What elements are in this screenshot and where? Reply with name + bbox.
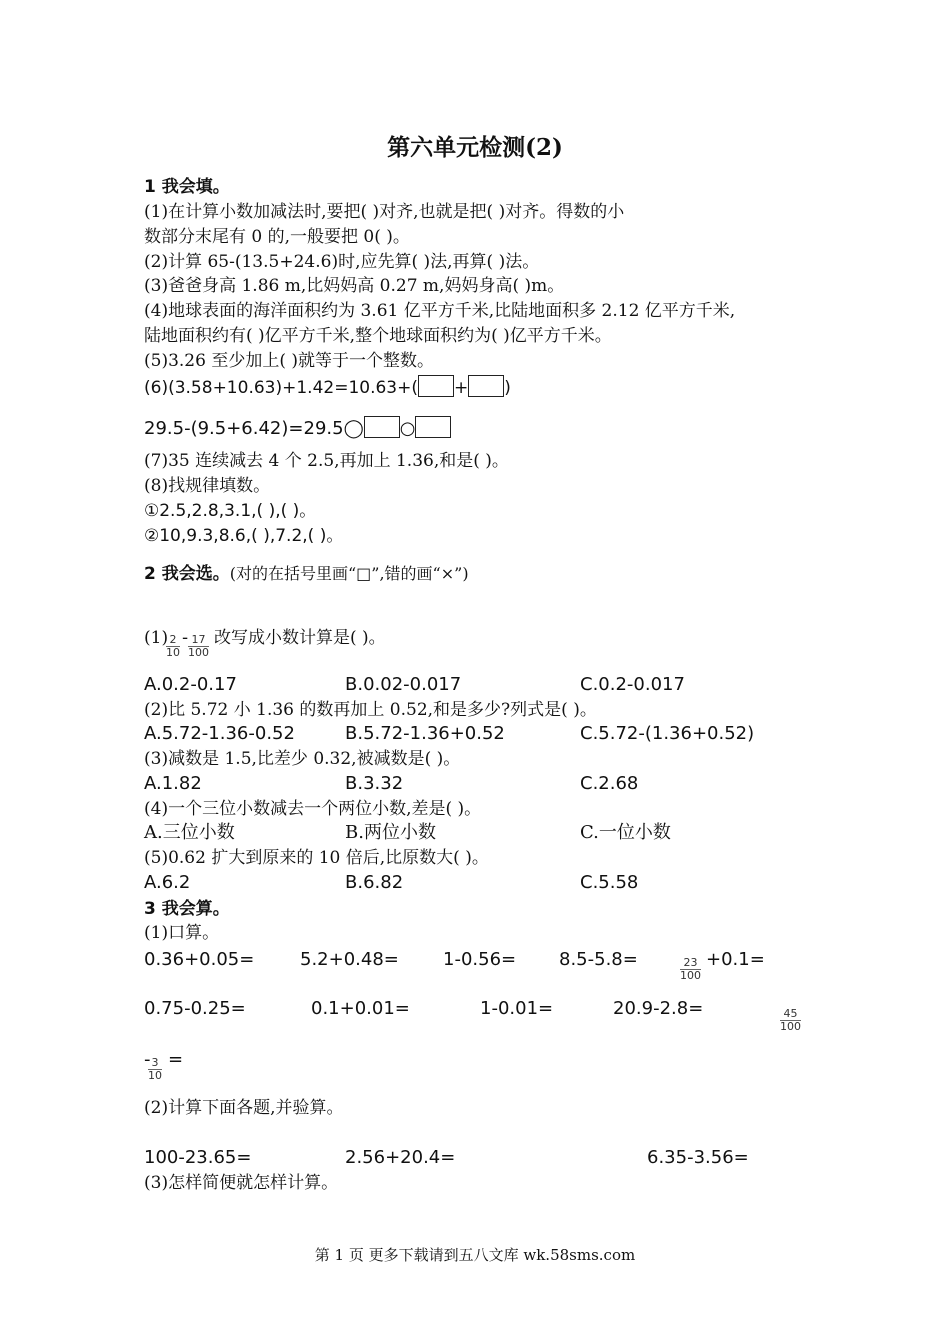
fraction-45-100	[780, 1007, 801, 1033]
option-a: A.1.82	[144, 773, 202, 794]
s2-q1-pre: (1)	[144, 628, 169, 648]
option-c: C.0.2-0.017	[580, 674, 685, 695]
s1-q1-line2: 数部分末尾有 0 的,一般要把 0( )。	[144, 227, 410, 247]
s1-q5: (5)3.26 至少加上( )就等于一个整数。	[144, 351, 435, 371]
answer-box[interactable]	[468, 375, 504, 397]
s1-q1-line1: (1)在计算小数加减法时,要把( )对齐,也就是把( )对齐。得数的小	[144, 202, 625, 222]
written-calc: 2.56+20.4=	[345, 1147, 456, 1168]
s1-q4-line2: 陆地面积约有( )亿平方千米,整个地球面积约为( )亿平方千米。	[144, 326, 612, 346]
option-a: A.三位小数	[144, 822, 235, 843]
fraction-3-10	[148, 1056, 162, 1082]
s2-q5: (5)0.62 扩大到原来的 10 倍后,比原数大( )。	[144, 848, 489, 868]
oral-calc: 0.75-0.25=	[144, 998, 246, 1019]
s2-q2: (2)比 5.72 小 1.36 的数再加上 0.52,和是多少?列式是( )。	[144, 700, 597, 720]
s3-part1-label: (1)口算。	[144, 923, 220, 943]
s3-part3-label: (3)怎样简便就怎样计算。	[144, 1173, 339, 1193]
section-3-heading: 3 我会算。	[144, 899, 230, 919]
s2-q3: (3)减数是 1.5,比差少 0.32,被减数是( )。	[144, 749, 461, 769]
fraction-2-10	[166, 633, 180, 659]
fraction-23-100	[680, 956, 701, 982]
section-2-heading: 2 我会选。	[144, 564, 230, 584]
fraction-numerator: 3	[148, 1057, 162, 1070]
s1-q6a-mid: +	[454, 378, 469, 398]
oral-calc: 5.2+0.48=	[300, 949, 399, 970]
option-a: A.6.2	[144, 872, 191, 893]
s1-q2: (2)计算 65-(13.5+24.6)时,应先算( )法,再算( )法。	[144, 252, 540, 272]
s1-q8: (8)找规律填数。	[144, 476, 271, 496]
fraction-numerator: 17	[188, 634, 209, 647]
fraction-denominator: 10	[148, 1069, 162, 1082]
oral-calc-equals: =	[168, 1049, 184, 1070]
option-a: A.5.72-1.36-0.52	[144, 723, 295, 744]
answer-box[interactable]	[364, 416, 400, 438]
s1-q6b-pre: 29.5-(9.5+6.42)=29.5◯	[144, 418, 364, 439]
answer-box[interactable]	[415, 416, 451, 438]
s1-q7: (7)35 连续减去 4 个 2.5,再加上 1.36,和是( )。	[144, 451, 509, 471]
section-2-heading-line	[144, 563, 469, 585]
fraction-denominator: 10	[166, 646, 180, 659]
fraction-denominator: 100	[780, 1020, 801, 1033]
option-c: C.2.68	[580, 773, 639, 794]
answer-box[interactable]	[418, 375, 454, 397]
option-b: B.5.72-1.36+0.52	[345, 723, 505, 744]
written-calc: 6.35-3.56=	[647, 1147, 749, 1168]
fraction-denominator: 100	[680, 969, 701, 982]
s1-q6a-pre: (6)(3.58+10.63)+1.42=10.63+(	[144, 378, 418, 398]
oral-calc: 1-0.56=	[443, 949, 517, 970]
fraction-denominator: 100	[188, 646, 209, 659]
section-1-heading: 1 我会填。	[144, 177, 230, 197]
option-b: B.0.02-0.017	[345, 674, 462, 695]
section-2-note: (对的在括号里画“□”,错的画“×”)	[229, 564, 469, 583]
s1-q6-line2	[144, 416, 451, 440]
page-title: 第六单元检测(2)	[387, 134, 563, 161]
page-footer: 第 1 页 更多下载请到五八文库 wk.58sms.com	[314, 1246, 636, 1264]
s1-q6a-post: )	[504, 378, 511, 398]
s1-q8b: ②10,9.3,8.6,( ),7.2,( )。	[144, 526, 344, 546]
s1-q8a: ①2.5,2.8,3.1,( ),( )。	[144, 501, 317, 521]
option-a: A.0.2-0.17	[144, 674, 237, 695]
s1-q4-line1: (4)地球表面的海洋面积约为 3.61 亿平方千米,比陆地面积多 2.12 亿平方千米,	[144, 301, 736, 321]
fraction-numerator: 23	[680, 957, 701, 970]
option-c: C.一位小数	[580, 822, 671, 843]
s1-q6b-mid: ○	[399, 418, 416, 439]
oral-calc-tail: +0.1=	[706, 949, 765, 970]
s3-part2-label: (2)计算下面各题,并验算。	[144, 1098, 344, 1118]
s2-q1-post: 改写成小数计算是( )。	[214, 628, 386, 648]
option-b: B.3.32	[345, 773, 404, 794]
fraction-numerator: 45	[780, 1008, 801, 1021]
option-b: B.6.82	[345, 872, 404, 893]
s1-q3: (3)爸爸身高 1.86 m,比妈妈高 0.27 m,妈妈身高( )m。	[144, 276, 565, 296]
s1-q6-line1	[144, 375, 511, 399]
oral-calc-minus: -	[144, 1049, 151, 1070]
oral-calc: 20.9-2.8=	[613, 998, 704, 1019]
oral-calc: 8.5-5.8=	[559, 949, 638, 970]
s2-q4: (4)一个三位小数减去一个两位小数,差是( )。	[144, 799, 482, 819]
option-c: C.5.72-(1.36+0.52)	[580, 723, 755, 744]
option-c: C.5.58	[580, 872, 639, 893]
oral-calc: 0.36+0.05=	[144, 949, 255, 970]
fraction-17-100	[188, 633, 209, 659]
oral-calc: 0.1+0.01=	[311, 998, 410, 1019]
s2-q1-minus: -	[182, 628, 189, 648]
option-b: B.两位小数	[345, 822, 436, 843]
oral-calc: 1-0.01=	[480, 998, 554, 1019]
fraction-numerator: 2	[166, 634, 180, 647]
written-calc: 100-23.65=	[144, 1147, 252, 1168]
